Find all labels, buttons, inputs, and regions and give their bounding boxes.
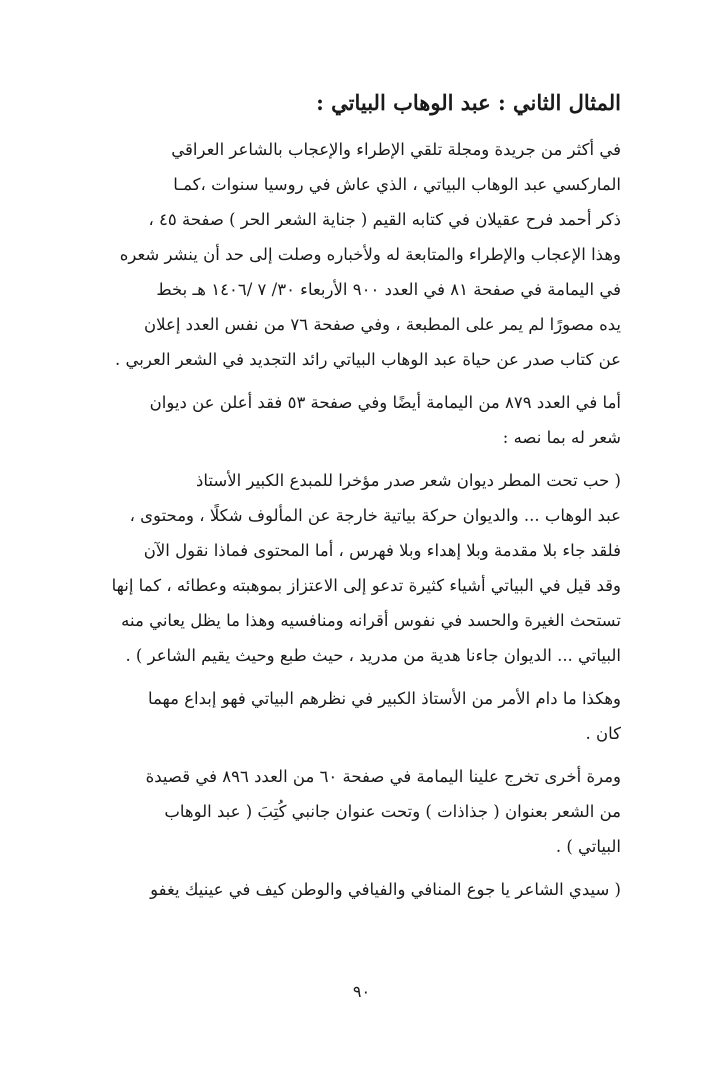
text-line: عبد الوهاب ... والديوان حركة بياتية خارجة عن المألوف شكلًا ، ومحتوى ،	[129, 506, 621, 525]
poem-opening	[96, 872, 621, 907]
section-heading: المثال الثاني : عبد الوهاب البياتي :	[316, 90, 621, 115]
paragraph-1	[96, 132, 621, 377]
text-line: شعر له بما نصه :	[502, 428, 621, 447]
page-body	[96, 86, 621, 915]
text-line: يده مصورًا لم يمر على المطبعة ، وفي صفحة ٧٦ من نفس العدد إعلان	[144, 315, 621, 334]
text-line: في اليمامة في صفحة ٨١ في العدد ٩٠٠ الأربعاء ٣٠/ ٧ /١٤٠٦ هـ بخط	[156, 280, 621, 299]
page-number: ٩٠	[352, 982, 371, 1001]
quotation-paragraph	[96, 463, 621, 673]
text-line: كان .	[585, 724, 621, 743]
text-line: وقد قيل في البياتي أشياء كثيرة تدعو إلى الاعتزاز بموهبته وعطائه ، كما إنها	[111, 576, 621, 595]
text-line: الماركسي عبد الوهاب البياتي ، الذي عاش في روسيا سنوات ،كمـا	[173, 175, 621, 194]
paragraph-5	[96, 759, 621, 864]
text-line: ( سيدي الشاعر يا جوع المنافي والفيافي والوطن كيف في عينيك يغفو	[150, 880, 621, 899]
text-line: ( حب تحت المطر ديوان شعر صدر مؤخرا للمبدع الكبير الأستاذ	[196, 471, 621, 490]
text-line: وهكذا ما دام الأمر من الأستاذ الكبير في نظرهم البياتي فهو إبداع مهما	[147, 689, 621, 708]
text-line: تستحث الغيرة والحسد في نفوس أقرانه ومنافسيه وهذا ما يظل يعاني منه	[121, 611, 621, 630]
text-line: في أكثر من جريدة ومجلة تلقي الإطراء والإعجاب بالشاعر العراقي	[171, 140, 621, 159]
text-line: وهذا الإعجاب والإطراء والمتابعة له ولأخباره وصلت إلى حد أن ينشر شعره	[119, 245, 621, 264]
text-line: البياتي ... الديوان جاءنا هدية من مدريد ، حيث طبع وحيث يقيم الشاعر ) .	[125, 646, 621, 665]
text-line: ذكر أحمد فرح عقيلان في كتابه القيم ( جناية الشعر الحر ) صفحة ٤٥ ،	[148, 210, 621, 229]
text-line: البياتي ) .	[555, 837, 621, 856]
text-line: فلقد جاء بلا مقدمة وبلا إهداء وبلا فهرس ، أما المحتوى فماذا نقول الآن	[143, 541, 621, 560]
text-line: ومرة أخرى تخرج علينا اليمامة في صفحة ٦٠ من العدد ٨٩٦ في قصيدة	[145, 767, 621, 786]
paragraph-2	[96, 385, 621, 455]
text-line: من الشعر بعنوان ( جذاذات ) وتحت عنوان جانبي كُتِبَ ( عبد الوهاب	[164, 802, 621, 821]
paragraph-4	[96, 681, 621, 751]
text-line: أما في العدد ٨٧٩ من اليمامة أيضًا وفي صفحة ٥٣ فقد أعلن عن ديوان	[149, 393, 621, 412]
text-line: عن كتاب صدر عن حياة عبد الوهاب البياتي رائد التجديد في الشعر العربي .	[115, 350, 621, 369]
